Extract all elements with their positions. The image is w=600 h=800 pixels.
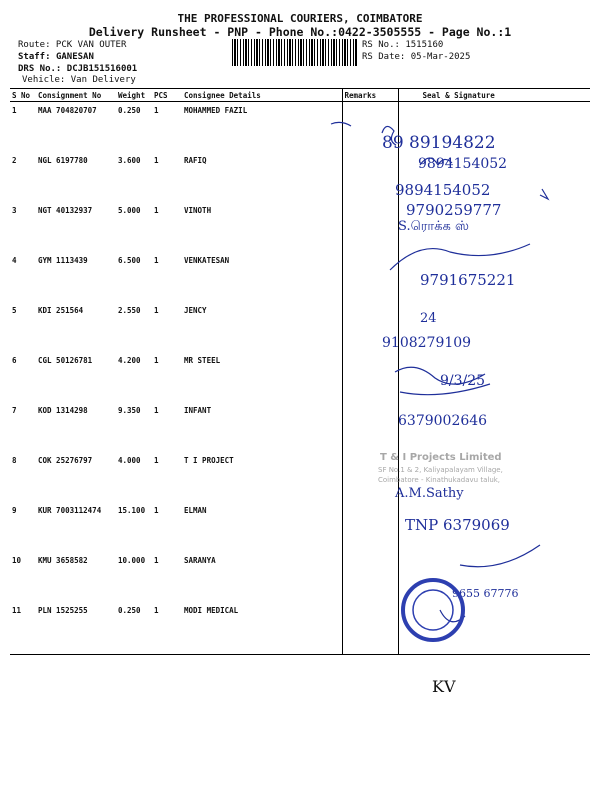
- cell-consignment: COK 25276797: [38, 456, 93, 465]
- cell-remarks: [342, 202, 398, 252]
- signature-row10: 9655 67776: [452, 587, 519, 600]
- cell-seal: [398, 252, 590, 302]
- staff-line: [18, 52, 94, 62]
- cell-remarks: [342, 452, 398, 502]
- signature-row9: TNP 6379069: [405, 516, 510, 534]
- col-remarks: Remarks: [342, 89, 398, 102]
- rs-number: RS No.: 1515160: [362, 40, 444, 50]
- signature-row5-initials: 24: [420, 311, 437, 326]
- cell-sno: 8: [12, 456, 17, 465]
- cell-remarks: [342, 552, 398, 602]
- cell-consignee: RAFIQ: [184, 156, 207, 165]
- col-consignee: Consignee Details: [182, 89, 342, 102]
- vehicle-label: Vehicle: Van Delivery: [22, 75, 136, 85]
- cell-sno: 6: [12, 356, 17, 365]
- cell-seal: [398, 552, 590, 602]
- cell-seal: [398, 352, 590, 402]
- cell-pcs: 1: [154, 106, 159, 115]
- cell-seal: [398, 402, 590, 452]
- cell-sno: 3: [12, 206, 17, 215]
- signature-row1: 89 89194822: [382, 133, 496, 153]
- cell-consignee: MR STEEL: [184, 356, 221, 365]
- stamp-line2: SF No.1 & 2, Kaliyapalayam Village,: [378, 466, 503, 474]
- cell-weight: 0.250: [118, 106, 141, 115]
- signature-row5: 9108279109: [382, 335, 472, 351]
- cell-pcs: 1: [152, 602, 182, 655]
- cell-consignment: PLN 1525255: [36, 602, 116, 655]
- col-consignment: Consignment No: [36, 89, 116, 102]
- cell-seal: [398, 602, 590, 655]
- cell-seal: [398, 102, 590, 153]
- cell-seal: [398, 152, 590, 202]
- stamp-line3: Coimbatore - Kinathukadavu taluk,: [378, 476, 501, 484]
- cell-sno: 2: [12, 156, 17, 165]
- col-seal-signature: Seal & Signature: [398, 89, 590, 102]
- barcode: [232, 39, 358, 66]
- table-row: [10, 352, 590, 402]
- cell-pcs: 1: [154, 306, 159, 315]
- rs-date: RS Date: 05-Mar-2025: [362, 52, 471, 62]
- cell-consignee: JENCY: [184, 306, 207, 315]
- signature-row9-name: A.M.Sathy: [395, 486, 464, 501]
- cell-seal: [398, 202, 590, 252]
- cell-weight: 3.600: [118, 156, 141, 165]
- cell-consignment: KOD 1314298: [38, 406, 88, 415]
- cell-pcs: 1: [154, 256, 159, 265]
- drs-label: DRS No.:: [18, 64, 62, 74]
- cell-consignee: VINOTH: [184, 206, 212, 215]
- signature-row6: 9/3/25: [440, 373, 486, 389]
- cell-consignee: MOHAMMED FAZIL: [184, 106, 248, 115]
- staff-label: Staff:: [18, 52, 51, 62]
- signature-row2: 9894154052: [418, 156, 508, 172]
- cell-sno: 9: [12, 506, 17, 515]
- bottom-initials: KV: [432, 677, 456, 696]
- cell-weight: 15.100: [118, 506, 146, 515]
- cell-consignment: NGL 6197780: [38, 156, 88, 165]
- cell-pcs: 1: [154, 406, 159, 415]
- cell-consignee: SARANYA: [184, 556, 216, 565]
- cell-weight: 2.550: [118, 306, 141, 315]
- cell-consignment: NGT 40132937: [38, 206, 93, 215]
- stamp-line1: T & I Projects Limited: [380, 452, 502, 463]
- cell-weight: 4.000: [118, 456, 141, 465]
- cell-sno: 4: [12, 256, 17, 265]
- col-sno: S No: [10, 89, 36, 102]
- cell-remarks: [342, 302, 398, 352]
- cell-sno: 1: [12, 106, 17, 115]
- signature-row2-phone: 9894154052: [395, 181, 491, 199]
- table-row: [10, 102, 590, 153]
- route-label: Route: PCK VAN OUTER: [18, 40, 127, 50]
- cell-consignment: CGL 50126781: [38, 356, 93, 365]
- cell-remarks: [342, 252, 398, 302]
- table-row: [10, 552, 590, 602]
- runsheet-table: [10, 88, 590, 655]
- cell-consignee: INFANT: [184, 406, 212, 415]
- table-row: [10, 402, 590, 452]
- cell-consignee: T I PROJECT: [184, 456, 234, 465]
- staff-value: GANESAN: [55, 52, 94, 62]
- cell-pcs: 1: [154, 506, 159, 515]
- cell-pcs: 1: [154, 456, 159, 465]
- table-row: [10, 502, 590, 552]
- drs-line: [18, 64, 137, 74]
- cell-pcs: 1: [154, 356, 159, 365]
- cell-pcs: 1: [154, 556, 159, 565]
- col-weight: Weight: [116, 89, 152, 102]
- company-title: THE PROFESSIONAL COURIERS, COIMBATORE: [177, 12, 423, 25]
- table-row: [10, 302, 590, 352]
- cell-consignment: KUR 7003112474: [38, 506, 102, 515]
- cell-remarks: [342, 402, 398, 452]
- table-row: [10, 202, 590, 252]
- cell-consignee: MODI MEDICAL: [182, 602, 342, 655]
- table-row: [10, 152, 590, 202]
- signature-row4: 9791675221: [420, 271, 516, 289]
- cell-pcs: 1: [154, 206, 159, 215]
- cell-consignee: VENKATESAN: [184, 256, 230, 265]
- cell-consignee: ELMAN: [184, 506, 207, 515]
- signature-row3-name: S.ரொக்க ஸ்: [398, 219, 469, 234]
- runsheet-subtitle: Delivery Runsheet - PNP - Phone No.:0422-3505555 - Page No.:1: [88, 25, 512, 39]
- cell-remarks: [342, 152, 398, 202]
- cell-weight: 10.000: [118, 556, 146, 565]
- col-pcs: PCS: [152, 89, 182, 102]
- cell-weight: 9.350: [118, 406, 141, 415]
- cell-sno: 7: [12, 406, 17, 415]
- signature-row7: 6379002646: [398, 413, 488, 429]
- cell-remarks: [342, 352, 398, 402]
- cell-seal: [398, 502, 590, 552]
- cell-remarks: [342, 502, 398, 552]
- table-header-row: [10, 89, 590, 102]
- drs-value: DCJB151516001: [66, 64, 138, 74]
- cell-weight: 0.250: [116, 602, 152, 655]
- cell-weight: 5.000: [118, 206, 141, 215]
- cell-sno: 10: [12, 556, 22, 565]
- cell-consignment: KDI 251564: [38, 306, 84, 315]
- table-row: [10, 452, 590, 502]
- table-row: [10, 602, 590, 655]
- cell-remarks: [342, 602, 398, 655]
- cell-seal: [398, 452, 590, 502]
- cell-consignment: KMU 3658582: [38, 556, 88, 565]
- signature-row3-phone: 9790259777: [406, 201, 502, 219]
- table-row: [10, 252, 590, 302]
- cell-seal: [398, 302, 590, 352]
- cell-pcs: 1: [154, 156, 159, 165]
- cell-consignment: MAA 704820707: [38, 106, 97, 115]
- cell-consignment: GYM 1113439: [38, 256, 88, 265]
- cell-weight: 4.200: [118, 356, 141, 365]
- cell-weight: 6.500: [118, 256, 141, 265]
- cell-sno: 11: [10, 602, 36, 655]
- cell-remarks: [342, 102, 398, 153]
- cell-sno: 5: [12, 306, 17, 315]
